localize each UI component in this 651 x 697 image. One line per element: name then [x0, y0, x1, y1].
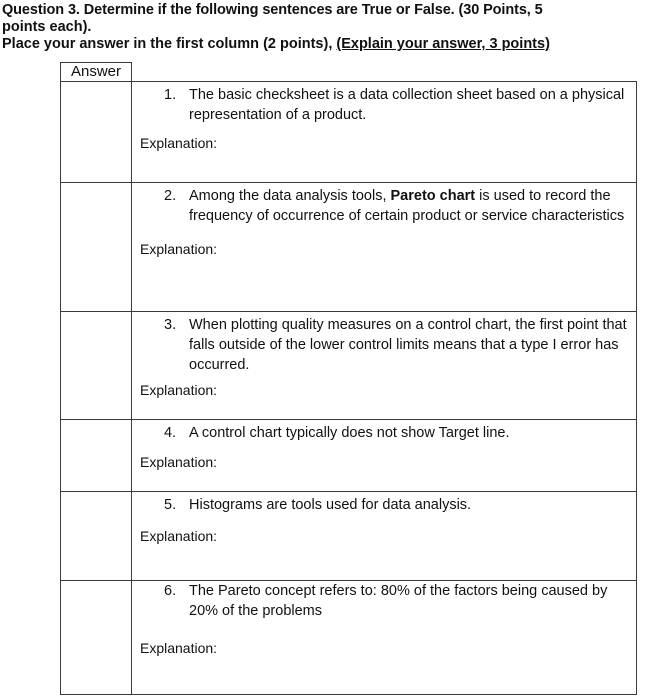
answer-column-header: Answer [61, 63, 132, 82]
statement-cell [132, 82, 637, 183]
question-title-line2: points each). [2, 19, 92, 35]
statement-number: 5. [164, 497, 177, 513]
statement-cell [132, 312, 637, 420]
answer-cell[interactable] [61, 82, 132, 183]
question-table [60, 62, 637, 695]
answer-cell[interactable] [61, 581, 132, 695]
instructions-underlined: (Explain your answer, 3 points) [336, 36, 550, 52]
explanation-label[interactable]: Explanation: [140, 640, 218, 656]
statement [132, 420, 636, 443]
statement-number: 3. [164, 317, 177, 333]
statement-cell [132, 420, 637, 492]
table-row [61, 312, 637, 420]
question-title-line1: Question 3. Determine if the following sentences are True or False. (30 Points, 5 [2, 2, 543, 18]
explanation-label[interactable]: Explanation: [140, 241, 218, 257]
statement-text: Among the data analysis tools, Pareto chart is used to record the frequency of occurrence of certain product or service characteristics [189, 188, 625, 224]
statement-cell [132, 183, 637, 312]
table-row [61, 183, 637, 312]
answer-cell[interactable] [61, 420, 132, 492]
statement [132, 82, 636, 125]
table-row [61, 492, 637, 581]
table-header-row [61, 63, 637, 82]
explanation-label[interactable]: Explanation: [140, 454, 218, 470]
statement-text: A control chart typically does not show Target line. [189, 425, 510, 441]
statement [132, 492, 636, 515]
statement-text: When plotting quality measures on a control chart, the first point that falls outside of the lower control limits means that a type I error has occurred. [189, 317, 627, 373]
answer-sheet [60, 62, 636, 692]
statement-number: 6. [164, 583, 177, 599]
statement [132, 312, 636, 375]
statement-text: The basic checksheet is a data collection sheet based on a physical representation of a product. [189, 87, 625, 123]
answer-cell[interactable] [61, 183, 132, 312]
explanation-label[interactable]: Explanation: [140, 382, 218, 398]
explanation-label[interactable]: Explanation: [140, 528, 218, 544]
statement-text: Histograms are tools used for data analysis. [189, 497, 472, 513]
instructions-text: Place your answer in the first column (2 points), [2, 36, 337, 52]
statement-text: The Pareto concept refers to: 80% of the factors being caused by 20% of the problems [189, 583, 608, 619]
table-row [61, 581, 637, 695]
table-row [61, 82, 637, 183]
statement [132, 581, 636, 621]
statement-number: 2. [164, 188, 177, 204]
answer-cell[interactable] [61, 312, 132, 420]
statement-cell [132, 492, 637, 581]
statement-column-header [132, 63, 637, 82]
instructions-line [2, 36, 647, 53]
statement-number: 1. [164, 87, 177, 103]
question-header [2, 2, 647, 53]
table-row [61, 420, 637, 492]
answer-cell[interactable] [61, 492, 132, 581]
statement-cell [132, 581, 637, 695]
explanation-label[interactable]: Explanation: [140, 135, 218, 151]
statement [132, 183, 636, 226]
statement-number: 4. [164, 425, 177, 441]
